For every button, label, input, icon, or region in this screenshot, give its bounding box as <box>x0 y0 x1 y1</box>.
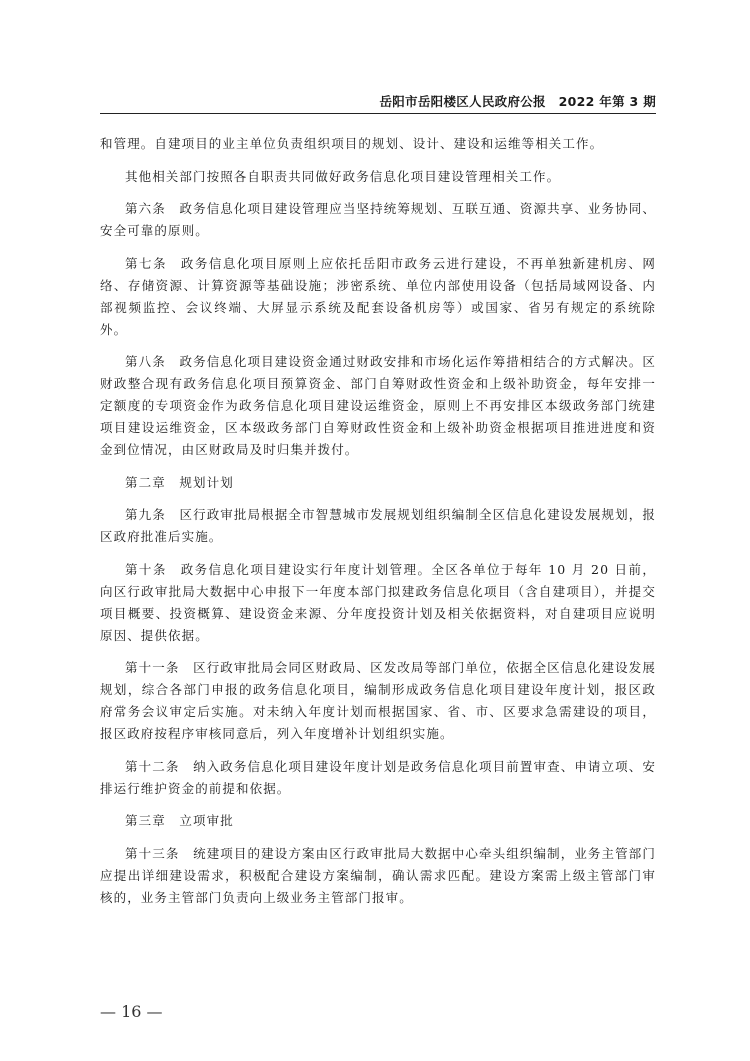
paragraph: 其他相关部门按照各自职责共同做好政务信息化项目建设管理相关工作。 <box>125 168 561 184</box>
header-rule <box>100 113 656 114</box>
article-13: 第十三条 统建项目的建设方案由区行政审批局大数据中心牵头组织编制，业务主管部门应提出详细建设需求，积极配合建设方案编制，确认需求匹配。建设方案需上级主管部门审核的，业务主管部门负责向上级业务主管部门报审。 <box>100 845 656 905</box>
article-7: 第七条 政务信息化项目原则上应依托岳阳市政务云进行建设，不再单独新建机房、网络、存储资源、计算资源等基础设施；涉密系统、单位内部使用设备（包括局域网设备、内部视频监控、会议终端、大屏显示系统及配套设备机房等）或国家、省另有规定的系统除外。 <box>100 255 656 337</box>
article-12: 第十二条 纳入政务信息化项目建设年度计划是政务信息化项目前置审查、申请立项、安排运行维护资金的前提和依据。 <box>100 758 656 796</box>
chapter-3-heading: 第三章 立项审批 <box>125 813 234 828</box>
article-8: 第八条 政务信息化项目建设资金通过财政安排和市场化运作筹措相结合的方式解决。区财政整合现有政务信息化项目预算资金、部门自筹财政性资金和上级补助资金，每年安排一定额度的专项资金作为政务信息化项目建设运维资金，原则上不再安排区本级政务部门统建项目建设运维资金，区本级政务部门自筹财政性资金和上级补助资金根据项目推进进度和资金到位情况，由区财政局及时归集并拨付。 <box>100 354 656 457</box>
document-body <box>100 133 656 919</box>
paragraph-continuation: 和管理。自建项目的业主单位负责组织项目的规划、设计、建设和运维等相关工作。 <box>100 136 604 151</box>
gazette-header: 岳阳市岳阳楼区人民政府公报 2022 年第 3 期 <box>379 94 656 109</box>
article-11: 第十一条 区行政审批局会同区财政局、区发改局等部门单位，依据全区信息化建设发展规划，综合各部门申报的政务信息化项目，编制形成政务信息化项目建设年度计划，报区政府常务会议审定后实施。对未纳入年度计划而根据国家、省、市、区要求急需建设的项目，报区政府按程序审核同意后，列入年度增补计划组织实施。 <box>100 660 656 741</box>
article-6: 第六条 政务信息化项目建设管理应当坚持统筹规划、互联互通、资源共享、业务协同、安全可靠的原则。 <box>100 201 656 238</box>
page-number: — 16 — <box>100 1002 163 1021</box>
article-10: 第十条 政务信息化项目建设实行年度计划管理。全区各单位于每年 10 月 20 日前，向区行政审批局大数据中心申报下一年度本部门拟建政务信息化项目（含自建项目），并提交项目概要、投资概算、建设资金来源、分年度投资计划及相关依据资料，对自建项目应说明原因、提供依据。 <box>100 561 656 643</box>
article-9: 第九条 区行政审批局根据全市智慧城市发展规划组织编制全区信息化建设发展规划，报区政府批准后实施。 <box>100 507 656 544</box>
chapter-2-heading: 第二章 规划计划 <box>125 474 234 490</box>
